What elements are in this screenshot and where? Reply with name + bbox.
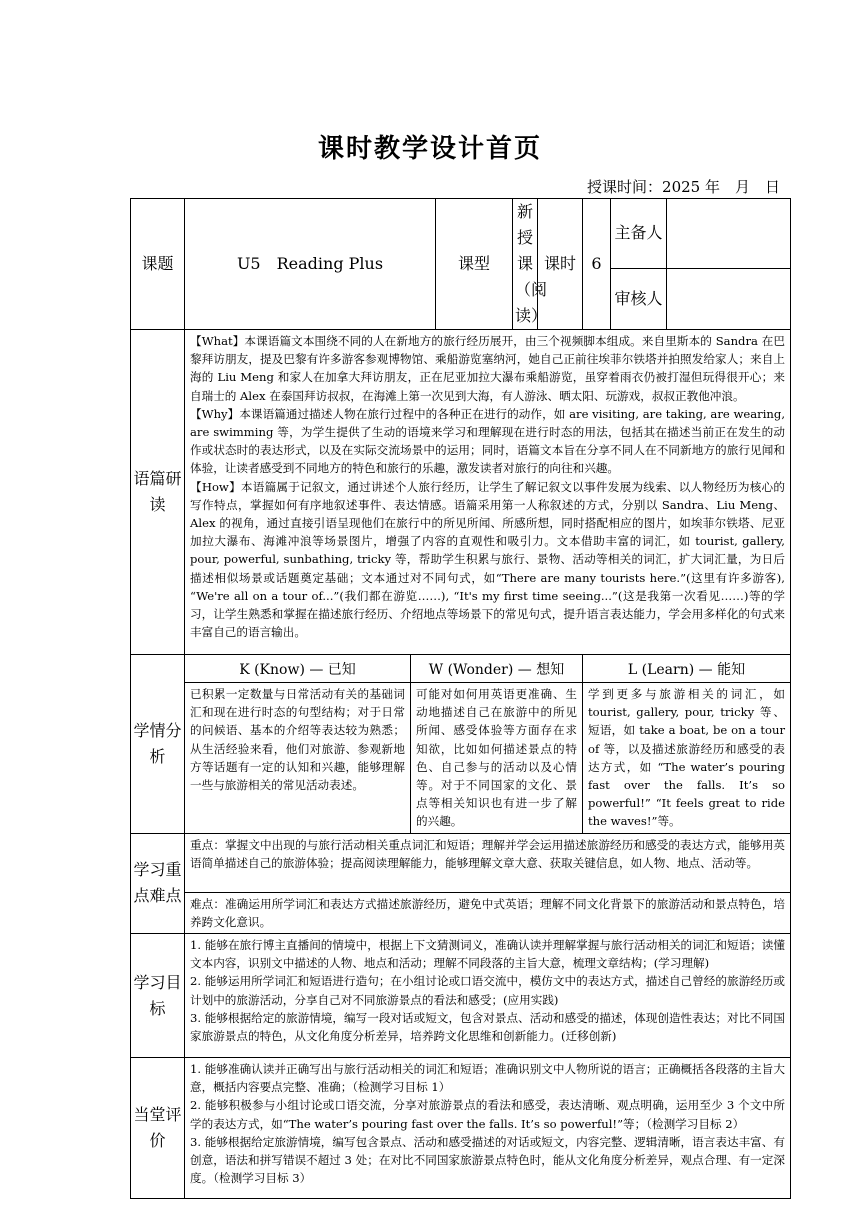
objectives-label: 学习目标 — [131, 934, 185, 1058]
objective-item: 3. 能够根据给定的旅游情境，编写一段对话或短文，包含对景点、活动和感受的描述，体现创造性表达；对比不同国家旅游景点的特色，从文化角度分析差异，培养跨文化思维和创新能力。(迁移创新) — [190, 1010, 785, 1044]
key-points-label: 学习重点难点 — [131, 833, 185, 933]
reviewer-value[interactable] — [667, 268, 791, 329]
preparer-value[interactable] — [667, 199, 791, 269]
topic-value: U5 Reading Plus — [185, 199, 436, 330]
wonder-header: W (Wonder) — 想知 — [411, 655, 583, 683]
assessment-item: 1. 能够准确认读并正确写出与旅行活动相关的词汇和短语；准确识别文中人物所说的语言；正确概括各段落的主旨大意，概括内容要点完整、准确；（检测学习目标 1） — [190, 1062, 785, 1095]
text-study-label: 语篇研读 — [131, 330, 185, 655]
type-label: 课型 — [436, 199, 513, 330]
period-label: 课时 — [538, 199, 583, 330]
page-title: 课时教学设计首页 — [317, 134, 542, 164]
why-paragraph: 【Why】本课语篇通过描述人物在旅行过程中的各种正在进行的动作，如 are visiting, are taking, are wearing, are swimming 等，为学生提供了生动的语境来学习和理解现在进行时态的用法，包括其在描述当前正在发生的动作或状态时的表达形式，以及在实际交流场景中的运用；同时，语篇文本旨在分享不同人在不同新地方的旅行见闻和体验，让读者感受到不同地方的特色和旅行的乐趣，激发读者对旅行的向往和兴趣。 — [190, 406, 785, 476]
learner-analysis-label: 学情分析 — [131, 655, 185, 834]
assessment-label: 当堂评价 — [131, 1058, 185, 1199]
reviewer-label: 审核人 — [611, 268, 667, 329]
how-paragraph: 【How】本语篇属于记叙文，通过讲述个人旅行经历，让学生了解记叙文以事件发展为线索、以人物经历为核心的写作特点，掌握如何有序地叙述事件、表达情感。语篇采用第一人称叙述的方式，分别以 Sandra、Liu Meng、Alex 的视角，通过直接引语呈现他们在旅行中的所见所闻、所感所想，同时搭配相应的图片，如埃菲尔铁塔、尼亚加拉大瀑布、海滩冲浪等场景图片，增强了内容的直观性和吸引力。文本借助丰富的词汇，如 tourist, gallery, pour, powerful, sunbathing, tricky 等，帮助学生积累与旅行、景物、活动等相关的词汇，扩大词汇量，为日后描述相似场景或话题奠定基础；文本通过对不同句式，如“There are many tourists here.”(这里有许多游客), “We're all on a tour of...”(我们都在游览……), “It's my first time seeing...”(这是我第一次看见……)等的学习，让学生熟悉和掌握在描述旅行经历、介绍地点等场景下的常见句式，提升语言表达能力，学会用多样化的句式来丰富自己的语言输出。 — [190, 479, 785, 640]
objectives-content — [185, 934, 791, 1058]
lesson-date: 授课时间：2025 年 月 日 — [587, 178, 780, 196]
know-text: 已积累一定数量与日常活动有关的基础词汇和现在进行时态的句型结构；对于日常的问候语、基本的介绍等表达较为熟悉；从生活经验来看，他们对旅游、参观新地方等话题有一定的认知和兴趣，能够理解一些与旅游相关的常见活动表述。 — [185, 683, 411, 834]
text-study-content — [185, 330, 791, 655]
preparer-label: 主备人 — [611, 199, 667, 269]
type-value: 新授课（阅读） — [513, 199, 538, 330]
what-paragraph: 【What】本课语篇文本围绕不同的人在新地方的旅行经历展开，由三个视频脚本组成。来自里斯本的 Sandra 在巴黎拜访朋友，提及巴黎有许多游客参观博物馆、乘船游览塞纳河，她自己正前往埃菲尔铁塔并拍照发给家人；来自上海的 Liu Meng 和家人在加拿大拜访朋友，正在尼亚加拉大瀑布乘船游览，虽穿着雨衣仍被打湿但玩得很开心；来自瑞士的 Alex 在泰国拜访叔叔，在海滩上第一次见到大海，有人游泳、晒太阳、玩游戏，叔叔正教他冲浪。 — [190, 334, 785, 403]
learn-text: 学到更多与旅游相关的词汇，如 tourist, gallery, pour, tricky 等、短语，如 take a boat, be on a tour of 等，以及描述旅游经历和感受的表达方式，如 “The water’s pouring fast over the falls. It’s so powerful!” “It feels great to ride the waves!”等。 — [583, 683, 791, 834]
lesson-design-table — [130, 198, 791, 1199]
assessment-content — [185, 1058, 791, 1199]
assessment-item: 2. 能够积极参与小组讨论或口语交流，分享对旅游景点的看法和感受，表达清晰、观点明确，运用至少 3 个文中所学的表达方式，如“The water’s pouring fast over the falls. It’s so powerful!”等；（检测学习目标 2） — [190, 1098, 785, 1131]
learn-header: L (Learn) — 能知 — [583, 655, 791, 683]
objective-item: 1. 能够在旅行博主直播间的情境中，根据上下文猜测词义，准确认读并理解掌握与旅行活动相关的词汇和短语；读懂文本内容，识别文中描述的人物、地点和活动；理解不同段落的主旨大意，梳理文章结构；(学习理解) — [190, 938, 785, 971]
topic-label: 课题 — [131, 199, 185, 330]
key-points-difficulty: 难点：准确运用所学词汇和表达方式描述旅游经历，避免中式英语；理解不同文化背景下的旅游活动和景点特色，培养跨文化意识。 — [185, 892, 791, 933]
assessment-item: 3. 能够根据给定旅游情境，编写包含景点、活动和感受描述的对话或短文，内容完整、逻辑清晰，语言表达丰富、有创意，语法和拼写错误不超过 3 处；在对比不同国家旅游景点特色时，能从文化角度分析差异，观点合理、有一定深度。（检测学习目标 3） — [190, 1134, 785, 1186]
objective-item: 2. 能够运用所学词汇和短语进行造句；在小组讨论或口语交流中，模仿文中的表达方式，描述自己曾经的旅游经历或计划中的旅游活动，分享自己对不同旅游景点的看法和感受；(应用实践) — [190, 974, 785, 1007]
key-points-focus: 重点：掌握文中出现的与旅行活动相关重点词汇和短语；理解并学会运用描述旅游经历和感受的表达方式，能够用英语简单描述自己的旅游体验；提高阅读理解能力，能够理解文章大意、获取关键信息，如人物、地点、活动等。 — [185, 833, 791, 892]
know-header: K (Know) — 已知 — [185, 655, 411, 683]
wonder-text: 可能对如何用英语更准确、生动地描述自己在旅游中的所见所闻、感受体验等方面存在求知欲，比如如何描述景点的特色、自己参与的活动以及心情等。对于不同国家的文化、景点等相关知识也有进一步了解的兴趣。 — [411, 683, 583, 834]
period-value: 6 — [583, 199, 611, 330]
